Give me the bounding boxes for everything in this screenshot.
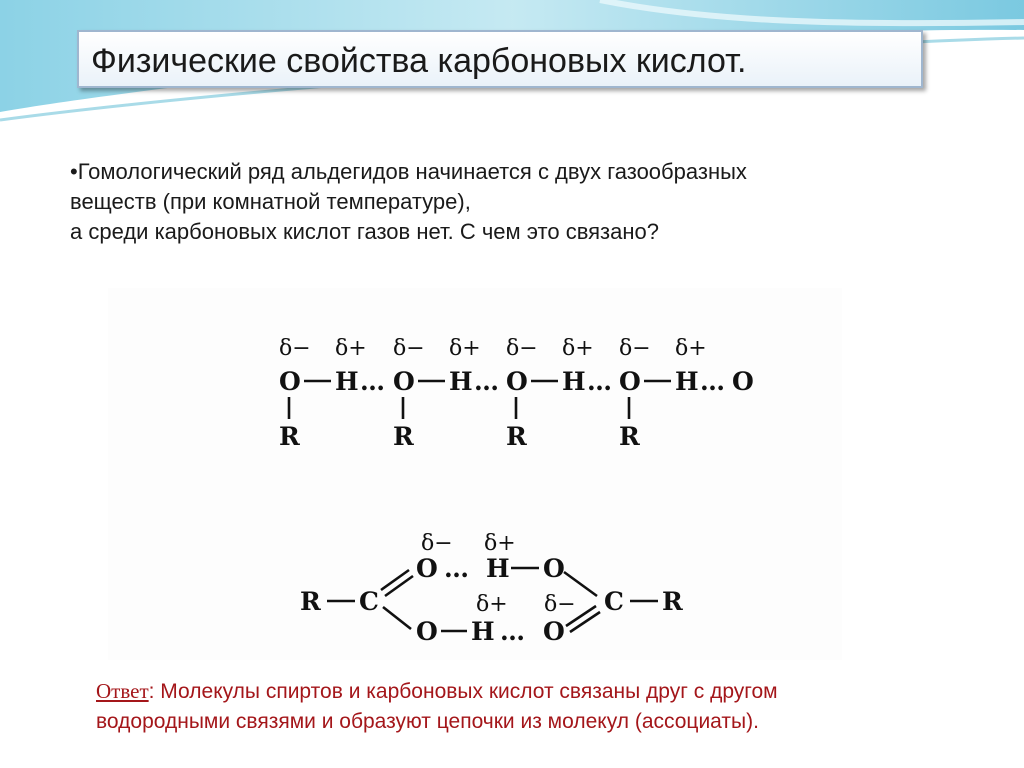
- r-group: R: [619, 422, 640, 451]
- r-group: R: [279, 422, 300, 451]
- hydrogen-bond: …: [360, 367, 385, 396]
- atom: H: [486, 554, 510, 583]
- hydrogen-bond: …: [444, 554, 469, 583]
- atom: H: [449, 367, 473, 396]
- partial-charge: δ+: [449, 336, 481, 361]
- atom: O: [543, 617, 565, 646]
- atom: O: [279, 367, 301, 396]
- partial-charge: δ−: [506, 336, 538, 361]
- atom: O: [416, 554, 438, 583]
- question-line: •Гомологический ряд альдегидов начинается с двух газообразных: [70, 159, 747, 184]
- atom: H: [675, 367, 699, 396]
- partial-charge: δ+: [562, 336, 594, 361]
- atom: O: [543, 554, 565, 583]
- covalent-bond: [383, 607, 411, 629]
- slide-title: Физические свойства карбоновых кислот.: [91, 42, 747, 80]
- hydrogen-bond: …: [700, 367, 725, 396]
- hydrogen-bond: …: [587, 367, 612, 396]
- atom: O: [416, 617, 438, 646]
- partial-charge: δ−: [393, 336, 425, 361]
- r-group: R: [300, 587, 321, 616]
- partial-charge: δ+: [476, 592, 508, 617]
- answer-line: водородными связями и образуют цепочки из молекул (ассоциаты).: [96, 710, 759, 733]
- atom: H: [562, 367, 586, 396]
- hydrogen-bond: …: [474, 367, 499, 396]
- r-group: R: [662, 587, 683, 616]
- partial-charge: δ+: [335, 336, 367, 361]
- atom: O: [393, 367, 415, 396]
- answer-line: : Молекулы спиртов и карбоновых кислот связаны друг с другом: [148, 680, 778, 703]
- partial-charge: δ−: [619, 336, 651, 361]
- hydrogen-bond: …: [500, 617, 525, 646]
- partial-charge: δ+: [484, 531, 516, 556]
- atom: O: [619, 367, 641, 396]
- atom: H: [335, 367, 359, 396]
- r-group: R: [393, 422, 414, 451]
- partial-charge: δ−: [544, 592, 576, 617]
- r-group: R: [506, 422, 527, 451]
- atom: H: [471, 617, 495, 646]
- question-line: веществ (при комнатной температуре),: [70, 189, 471, 214]
- atom: O: [732, 367, 754, 396]
- answer-text: [96, 676, 996, 737]
- partial-charge: δ−: [421, 531, 453, 556]
- atom: C: [604, 587, 624, 616]
- partial-charge: δ+: [675, 336, 707, 361]
- question-line: а среди карбоновых кислот газов нет. С чем это связано?: [70, 219, 659, 244]
- answer-label: Ответ: [96, 679, 149, 703]
- partial-charge: δ−: [279, 336, 311, 361]
- double-bond: [381, 570, 409, 590]
- atom: C: [359, 587, 379, 616]
- double-bond: [385, 576, 413, 596]
- atom: O: [506, 367, 528, 396]
